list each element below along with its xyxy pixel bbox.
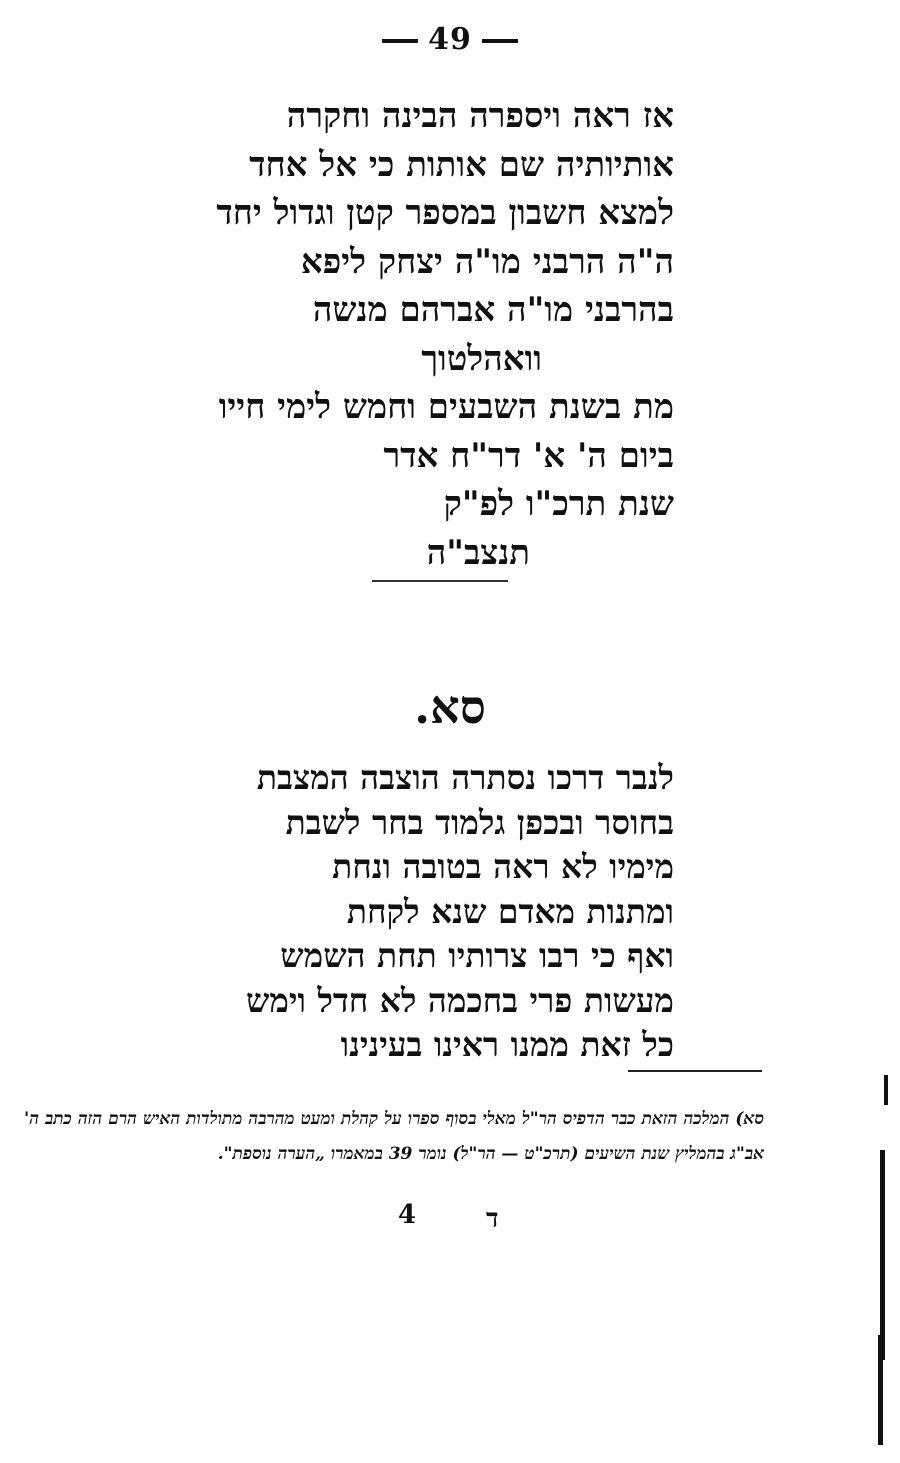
epitaph-one-line: וואהלטוך: [421, 338, 542, 379]
epitaph-two-line: מעשות פרי בחכמה לא חדל וימש: [245, 980, 674, 1020]
epitaph-two-line: ומתנות מאדם שנא לקחת: [346, 891, 674, 931]
epitaph-one-line: מת בשנת השבעים וחמש לימי חייו: [218, 387, 674, 427]
signature-letter: ד: [486, 1204, 499, 1234]
epitaph-one-line: למצא חשבון במספר קטן וגדול יחד: [216, 193, 674, 233]
epitaph-two-line: לנבר דרכו נסתרה הוצבה המצבת: [256, 758, 674, 797]
epitaph-one-line: תנצב"ה: [426, 532, 530, 573]
page-number: [0, 22, 900, 57]
scan-edge-mark: [880, 1150, 885, 1360]
epitaph-one-line: ביום ה' א' דר"ח אדר: [383, 435, 674, 476]
signature-number: 4: [398, 1200, 417, 1230]
footnote-rule: [628, 1070, 762, 1072]
epitaph-two-line: ואף כי רבו צרותיו תחת השמש: [280, 936, 674, 975]
epitaph-two-line: כל זאת ממנו ראינו בעינינו: [340, 1025, 674, 1064]
page-number-dash-right: [482, 39, 518, 43]
page-number-dash-left: [382, 39, 418, 43]
epitaph-two: [204, 756, 674, 1068]
epitaph-one-line: אז ראה ויספרה הבינה וחקרה: [286, 96, 674, 136]
epitaph-one-line: אותיותיה שם אותות כי אל אחד: [249, 144, 674, 185]
epitaph-one-line: שנת תרכ"ו לפ"ק: [443, 484, 674, 524]
scan-edge-mark: [878, 1335, 883, 1445]
epitaph-two-line: בחוסר ובכפן גלמוד בחר לשבת: [285, 802, 674, 842]
epitaph-one: [204, 92, 674, 577]
section-separator: [372, 580, 508, 582]
page-number-value: 49: [428, 22, 472, 57]
epitaph-one-line: ה"ה הרבני מו"ה יצחק ליפא: [300, 241, 674, 282]
epitaph-one-line: בהרבני מו"ה אברהם מנשה: [312, 290, 674, 330]
section-heading: סא.: [414, 680, 486, 734]
scan-edge-mark: [884, 1075, 888, 1105]
footnote: סא) המלכה הזאת כבר הדפיס הר"ל מאלי בסוף ספרו על קהלת ומעט מהרבה מתולדות האיש הרם הזה כתב ה' אב"ג בהמליץ שנת השיעים (תרכ"ט — הר"ל) נומר 39 במאמרו „הערה נוספת".: [24, 1109, 764, 1164]
epitaph-two-line: מימיו לא ראה בטובה ונחת: [332, 847, 674, 886]
